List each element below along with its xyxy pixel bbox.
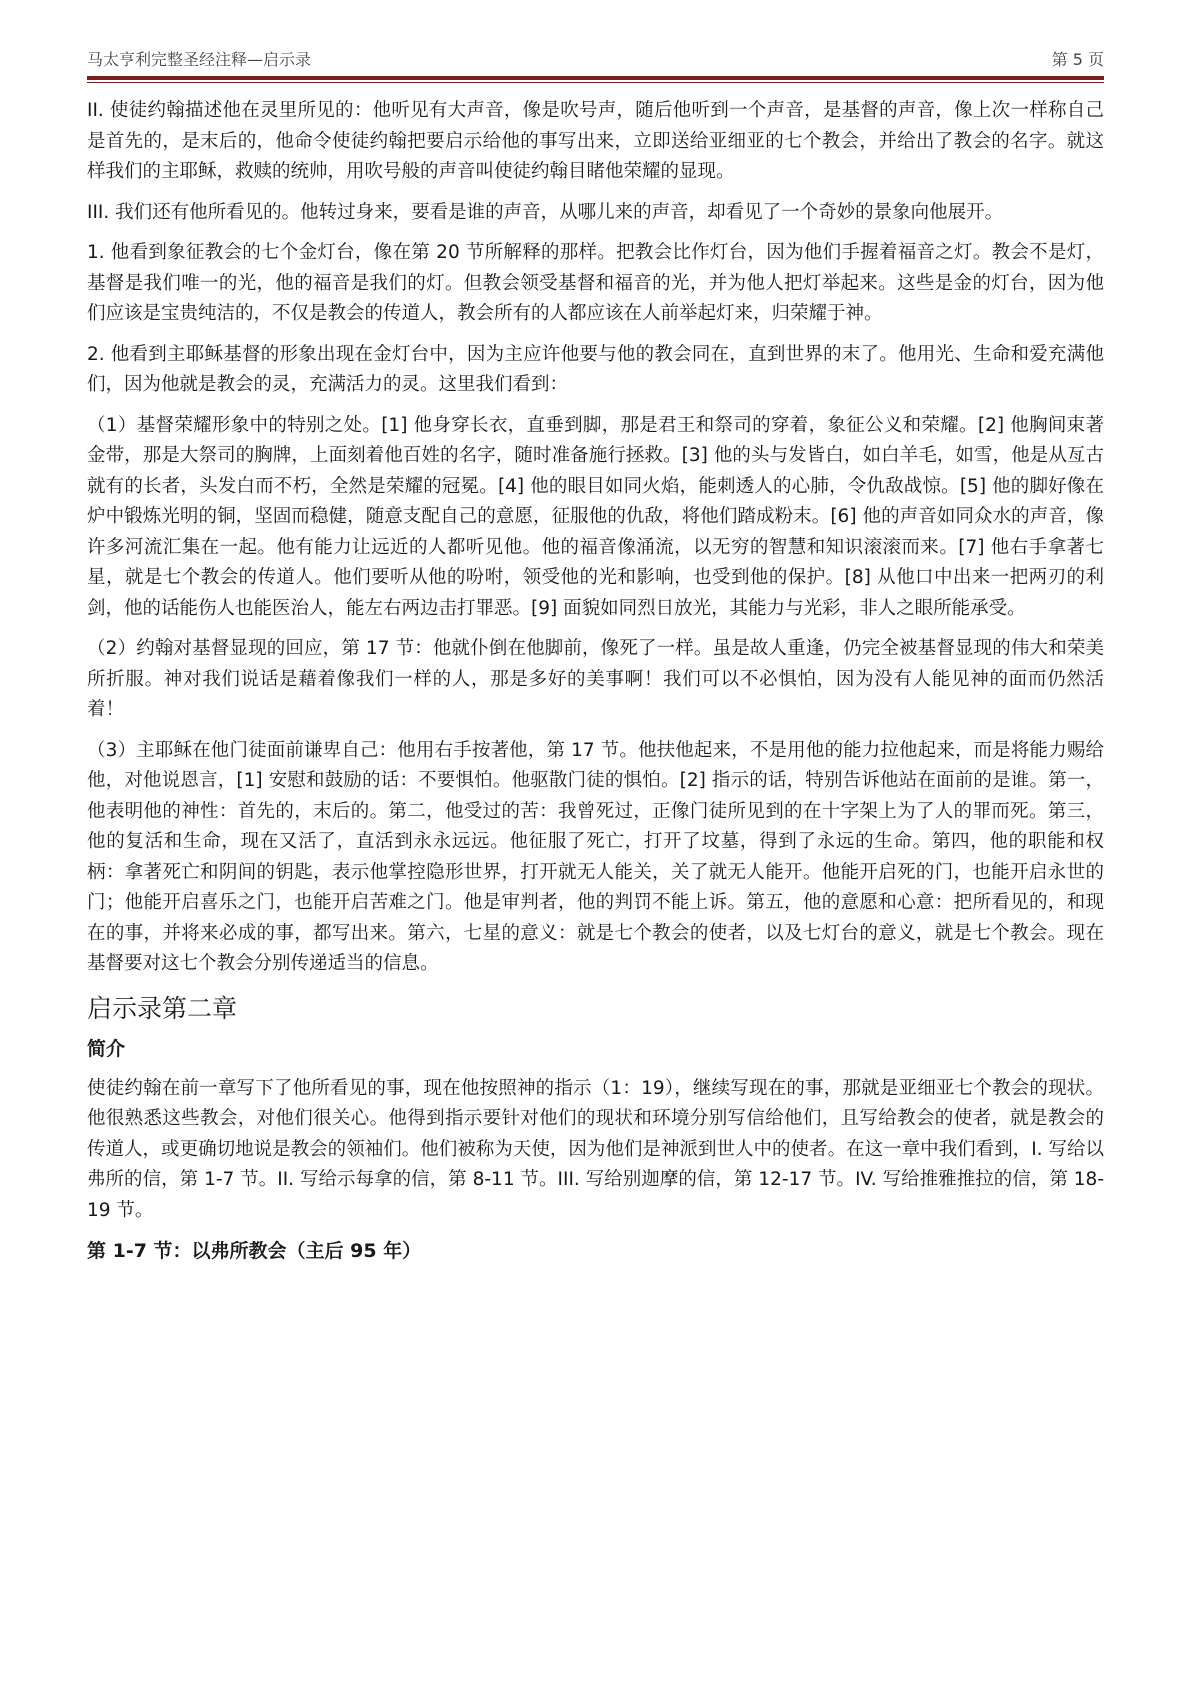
paragraph-christ-image: 2. 他看到主耶稣基督的形象出现在金灯台中，因为主应许他要与他的教会同在，直到世界的末了。他用光、生命和爱充满他们，因为他就是教会的灵，充满活力的灵。这里我们看到： <box>87 343 1104 395</box>
header-rule-thick <box>87 76 1104 80</box>
header-rule-thin <box>87 82 1104 83</box>
chapter-title: 启示录第二章 <box>87 993 238 1023</box>
paragraph-jesus-humbles: （3）主耶稣在他门徒面前谦卑自己：他用右手按著他，第 17 节。他扶他起来，不是用他的能力拉他起来，而是将能力赐给他，对他说恩言，[1] 安慰和鼓励的话：不要惧怕。他驱散门徒的惧怕。[2] 指示的话，特别告诉他站在面前的是谁。第一，他表明他的神性：首先的，末后的。第二，他受过的苦：我曾死过，正像门徒所见到的在十字架上为了人的罪而死。第三，他的复活和生命，现在又活了，直活到永永远远。他征服了死亡，打开了坟墓，得到了永远的生命。第四，他的职能和权柄：拿著死亡和阴间的钥匙，表示他掌控隐形世界，打开就无人能关，关了就无人能开。他能开启死的门，也能开启永世的门；他能开启喜乐之门，也能开启苦难之门。他是审判者，他的判罚不能上诉。第五，他的意愿和心意：把所看见的，和现在的事，并将来必成的事，都写出来。第六，七星的意义：就是七个教会的使者，以及七灯台的意义，就是七个教会。现在基督要对这七个教会分别传递适当的信息。 <box>87 739 1104 974</box>
paragraph-john-response: （2）约翰对基督显现的回应，第 17 节：他就仆倒在他脚前，像死了一样。虽是故人重逢，仍完全被基督显现的伟大和荣美所折服。神对我们说话是藉着像我们一样的人，那是多好的美事啊！我们可以不必惧怕，因为没有人能见神的面而仍然活着！ <box>87 638 1104 720</box>
page-number: 第 5 页 <box>1051 50 1104 69</box>
paragraph-glory-features: （1）基督荣耀形象中的特别之处。[1] 他身穿长衣，直垂到脚，那是君王和祭司的穿着，象征公义和荣耀。[2] 他胸间束著金带，那是大祭司的胸牌，上面刻着他百姓的名字，随时准备施行拯救。[3] 他的头与发皆白，如白羊毛，如雪，他是从亙古就有的长者，头发白而不朽，全然是荣耀的冠冕。[4] 他的眼目如同火焰，能刺透人的心肺，令仇敌战惊。[5] 他的脚好像在炉中锻炼光明的铜，坚固而稳健，随意支配自己的意愿，征服他的仇敌，将他们踏成粉末。[6] 他的声音如同众水的声音，像许多河流汇集在一起。他有能力让远近的人都听见他。他的福音像涌流，以无穷的智慧和知识滚滚而来。[7] 他右手拿著七星，就是七个教会的传道人。他们要听从他的吩咐，领受他的光和影响，也受到他的保护。[8] 从他口中出来一把两刃的利剑，他的话能伤人也能医治人，能左右两边击打罪恶。[9] 面貌如同烈日放光，其能力与光彩，非人之眼所能承受。 <box>87 414 1104 619</box>
paragraph-voice: II. 使徒约翰描述他在灵里所见的：他听见有大声音，像是吹号声，随后他听到一个声音，是基督的声音，像上次一样称自己是首先的，是末后的，他命令使徒约翰把要启示给他的事写出来，立即送给亚细亚的七个教会，并给出了教会的名字。就这样我们的主耶稣，救赎的统帅，用吹号般的声音叫使徒约翰目睹他荣耀的显现。 <box>87 100 1104 182</box>
body-content <box>87 96 1104 1266</box>
paragraph-intro: 使徒约翰在前一章写下了他所看见的事，现在他按照神的指示（1：19），继续写现在的事，那就是亚细亚七个教会的现状。他很熟悉这些教会，对他们很关心。他得到指示要针对他们的现状和环境分别写信给他们，且写给教会的使者，就是教会的传道人，或更确切地说是教会的领袖们。他们被称为天使，因为他们是神派到世人中的使者。在这一章中我们看到，I. 写给以弗所的信，第 1-7 节。II. 写给示每拿的信，第 8-11 节。III. 写给别迦摩的信，第 12-17 节。IV. 写给推雅推拉的信，第 18-19 节。 <box>87 1077 1104 1221</box>
verse-heading: 第 1-7 节：以弗所教会（主后 95 年） <box>87 1240 422 1262</box>
book-title: 马太亨利完整圣经注释—启示录 <box>87 50 312 69</box>
intro-heading: 简介 <box>87 1037 126 1060</box>
page-header <box>87 40 1104 76</box>
paragraph-lampstands: 1. 他看到象征教会的七个金灯台，像在第 20 节所解释的那样。把教会比作灯台，因为他们手握着福音之灯。教会不是灯，基督是我们唯一的光，他的福音是我们的灯。但教会领受基督和福音的光，并为他人把灯举起来。这些是金的灯台，因为他们应该是宝贵纯洁的，不仅是教会的传道人，教会所有的人都应该在人前举起灯来，归荣耀于神。 <box>87 242 1104 324</box>
paragraph-vision: III. 我们还有他所看见的。他转过身来，要看是谁的声音，从哪儿来的声音，却看见了一个奇妙的景象向他展开。 <box>87 201 1004 223</box>
